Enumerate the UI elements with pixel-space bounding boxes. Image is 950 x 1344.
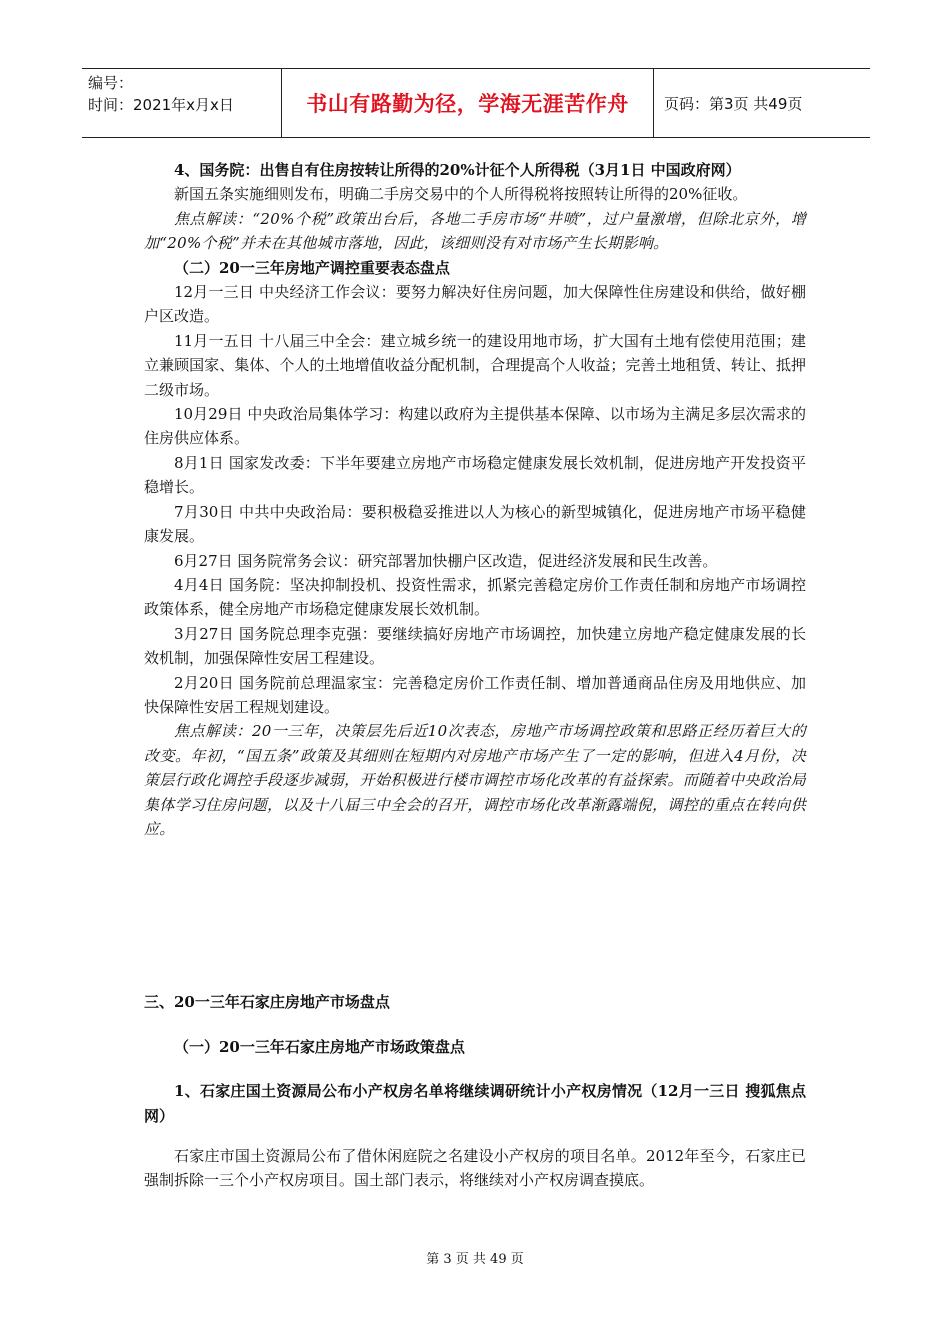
section-three-title: 三、20一三年石家庄房地产市场盘点: [144, 993, 390, 1012]
code-label: 编号：: [88, 74, 134, 92]
statement-item: 10月29日 中央政治局集体学习：构建以政府为主提供基本保障、以市场为主满足多层次需求的住房供应体系。: [144, 405, 806, 448]
statement-item: 3月27日 国务院总理李克强：要继续搞好房地产市场调控，加快建立房地产稳定健康发展的长效机制，加强保障性安居工程建设。: [144, 624, 806, 668]
spacer: [144, 841, 806, 990]
section-three-item1-text: 石家庄市国土资源局公布了借休闲庭院之名建设小产权房的项目名单。2012年至今，石家庄已强制拆除一三个小产权房项目。国土部门表示，将继续对小产权房调查摸底。: [144, 1147, 806, 1190]
statement-item: 11月一五日 十八届三中全会：建立城乡统一的建设用地市场，扩大国有土地有偿使用范围；建立兼顾国家、集体、个人的土地增值收益分配机制，合理提高个人收益；完善土地租赁、转让、抵押二级市场。: [144, 331, 806, 399]
document-body: [144, 158, 806, 1193]
statement-item: 2月20日 国务院前总理温家宝：完善稳定房价工作责任制、增加普通商品住房及用地供应、加快保障性安居工程规划建设。: [144, 673, 806, 716]
header-motto: 书山有路勤为径，学海无涯苦作舟: [282, 69, 654, 137]
page-footer: 第 3 页 共 49 页: [426, 1252, 524, 1267]
section-two-interpretation: 焦点解读：20一三年，决策层先后近10次表态，房地产市场调控政策和思路正经历着巨大的改变。年初，“国五条”政策及其细则在短期内对房地产市场产生了一定的影响，但进入4月份，决策层行政化调控手段逐步减弱，开始积极进行楼市调控市场化改革的有益探索。而随着中央政治局集体学习住房问题，以及十八届三中全会的召开，调控市场化改革渐露端倪，调控的重点在转向供应。: [144, 722, 806, 838]
statement-item: 4月4日 国务院：坚决抑制投机、投资性需求，抓紧完善稳定房价工作责任制和房地产市场调控政策体系，健全房地产市场稳定健康发展长效机制。: [144, 575, 806, 619]
section-three-item1-title: 1、石家庄国土资源局公布小产权房名单将继续调研统计小产权房情况（12月一三日 搜狐焦点网）: [144, 1082, 806, 1125]
page-header: [82, 68, 870, 138]
item4-text: 新国五条实施细则发布，明确二手房交易中的个人所得税将按照转让所得的20%征收。: [174, 185, 748, 204]
statement-item: 8月1日 国家发改委：下半年要建立房地产市场稳定健康发展长效机制，促进房地产开发投资平稳增长。: [144, 453, 806, 497]
item4-title: 4、国务院：出售自有住房按转让所得的20%计征个人所得税（3月1日 中国政府网）: [174, 161, 741, 179]
header-page-label: 页码：第3页 共49页: [664, 94, 803, 113]
statement-item: 12月一三日 中央经济工作会议：要努力解决好住房问题，加大保障性住房建设和供给，做好棚户区改造。: [144, 283, 806, 326]
time-label: 时间：2021年x月x日: [88, 96, 234, 114]
section-three-subtitle: （一）20一三年石家庄房地产市场政策盘点: [174, 1037, 465, 1056]
header-left-cell: [82, 69, 282, 137]
statement-item: 7月30日 中共中央政治局：要积极稳妥推进以人为核心的新型城镇化，促进房地产市场平稳健康发展。: [144, 502, 806, 546]
item4-interpretation: 焦点解读：“20%个税”政策出台后，各地二手房市场“井喷”，过户量激增，但除北京外，增加“20%个税”并未在其他城市落地，因此，该细则没有对市场产生长期影响。: [144, 209, 806, 253]
statement-item: 6月27日 国务院常务会议：研究部署加快棚户区改造，促进经济发展和民生改善。: [174, 551, 718, 570]
section-two-title: （二）20一三年房地产调控重要表态盘点: [174, 258, 450, 277]
